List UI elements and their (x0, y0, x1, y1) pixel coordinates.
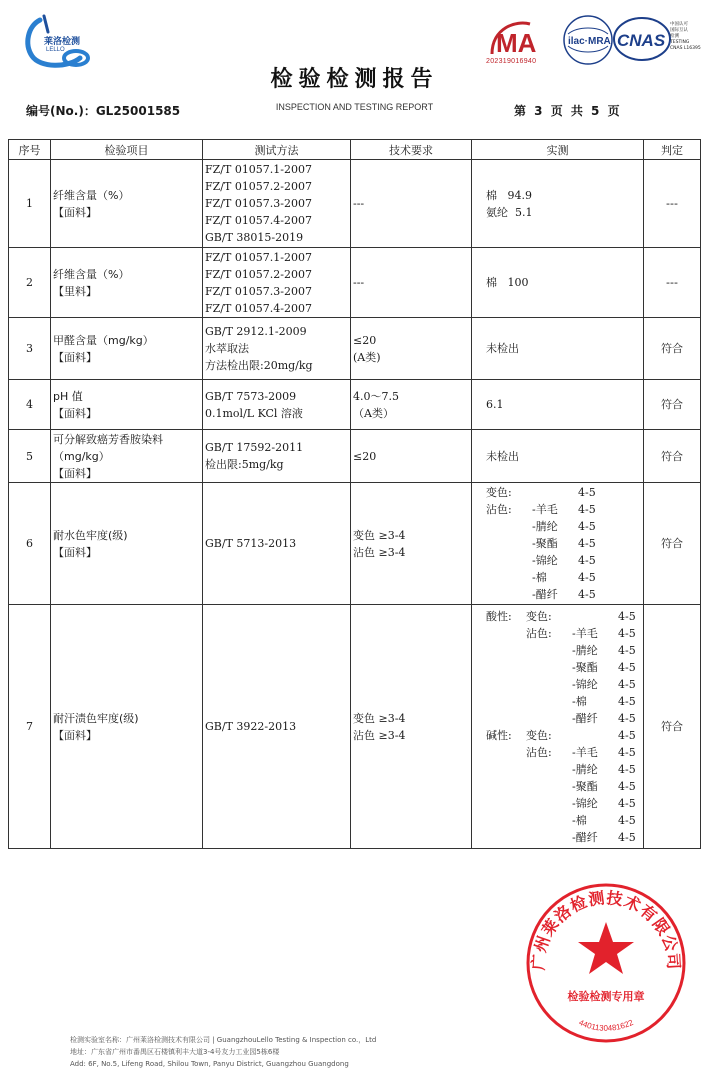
cell-verdict: 符合 (644, 430, 701, 483)
cell-line: 未检出 (486, 449, 519, 463)
cell-line: --- (353, 276, 365, 289)
cell-line: 【面料】 (53, 406, 97, 420)
result-line: -聚酯 4-5 (572, 660, 636, 674)
cell-method (203, 248, 351, 318)
cell-line: （mg/kg） (53, 449, 110, 463)
cell-line: GB/T 2912.1-2009 (205, 325, 307, 338)
cell-result (472, 318, 644, 380)
cell-line: 沾色 ≥3-4 (353, 545, 406, 559)
svg-text:MA: MA (496, 28, 537, 58)
cell-item (51, 248, 203, 318)
page-info: 第 3 页 共 5 页 (514, 104, 620, 118)
result-line: 沾色: -羊毛 4-5 (526, 745, 636, 759)
result-line: -腈纶 4-5 (572, 762, 636, 776)
cell-seq: 7 (9, 605, 51, 849)
cnas-side-text: 中国认可 国际互认 检测 TESTING CNAS L16395 (670, 22, 701, 51)
result-line: 酸性: 变色: 4-5 (486, 609, 636, 623)
result-line: 沾色: -羊毛 4-5 (526, 626, 636, 640)
cell-line: FZ/T 01057.4-2007 (205, 214, 313, 227)
table-row (9, 380, 701, 430)
cell-result (472, 160, 644, 248)
result-line: -腈纶 4-5 (572, 643, 636, 657)
cell-requirement (351, 483, 472, 605)
logo-sub: LELLO (46, 47, 65, 53)
cell-line: GB/T 38015-2019 (205, 231, 304, 244)
cell-item (51, 160, 203, 248)
cell-method (203, 430, 351, 483)
cell-line: GB/T 5713-2013 (205, 537, 297, 550)
result-line: -腈纶 4-5 (532, 520, 596, 533)
cell-line: 变色 ≥3-4 (353, 528, 406, 542)
cell-line: 沾色 ≥3-4 (353, 728, 406, 742)
cell-line: 【面料】 (53, 545, 97, 559)
cell-requirement (351, 605, 472, 849)
cell-requirement (351, 248, 472, 318)
cma-code: 202319016940 (486, 58, 537, 65)
cell-result (472, 248, 644, 318)
cell-line: 甲醛含量（mg/kg） (53, 333, 154, 347)
cell-seq: 2 (9, 248, 51, 318)
cell-verdict: --- (644, 248, 701, 318)
cell-line: 【里料】 (53, 284, 97, 298)
cell-line: FZ/T 01057.2-2007 (205, 180, 313, 193)
svg-text:ilac·MRA: ilac·MRA (568, 36, 611, 47)
cell-line: 【面料】 (53, 466, 97, 480)
table-row (9, 160, 701, 248)
report-subtitle: INSPECTION AND TESTING REPORT (275, 102, 434, 112)
cell-line: FZ/T 01057.1-2007 (205, 250, 313, 264)
cell-line: pH 值 (53, 389, 83, 403)
cell-verdict: 符合 (644, 380, 701, 430)
cell-method (203, 483, 351, 605)
table-header-row (9, 140, 701, 160)
cell-item (51, 483, 203, 605)
logo-text: 莱洛检测 (44, 37, 81, 47)
cell-line: 【面料】 (53, 350, 97, 364)
cell-verdict: --- (644, 160, 701, 248)
cell-line: 6.1 (486, 398, 504, 411)
cell-line: 氨纶 5.1 (486, 205, 533, 219)
table-row (9, 430, 701, 483)
footer-address-en: Add: 6F, No.5, Lifeng Road, Shilou Town, Panyu District, Guangzhou Guangdong (70, 1060, 349, 1068)
cell-line: 棉 100 (486, 276, 529, 289)
result-line: -聚酯 4-5 (532, 537, 596, 550)
cell-line: 未检出 (486, 342, 519, 355)
cell-line: FZ/T 01057.3-2007 (205, 284, 313, 298)
cell-requirement (351, 430, 472, 483)
cell-result (472, 380, 644, 430)
result-line: -锦纶 4-5 (572, 796, 636, 810)
col-requirement: 技术要求 (351, 140, 472, 160)
result-line: -棉 4-5 (572, 694, 636, 708)
cell-line: 可分解致癌芳香胺染料 (53, 432, 163, 446)
cell-line: 水萃取法 (205, 342, 249, 355)
cell-verdict: 符合 (644, 318, 701, 380)
cell-line: --- (353, 197, 365, 210)
cell-method (203, 318, 351, 380)
cell-line: FZ/T 01057.3-2007 (205, 197, 313, 210)
cell-verdict: 符合 (644, 605, 701, 849)
result-line: -锦纶 4-5 (532, 554, 596, 567)
cell-line: 方法检出限:20mg/kg (205, 359, 313, 372)
cell-seq: 6 (9, 483, 51, 605)
results-table (8, 139, 701, 849)
table-row (9, 605, 701, 849)
svg-text:CNAS: CNAS (617, 31, 666, 50)
cell-line: FZ/T 01057.1-2007 (205, 163, 313, 176)
cell-line: GB/T 7573-2009 (205, 389, 297, 403)
cell-line: 纤维含量（%） (53, 267, 130, 281)
col-method: 测试方法 (203, 140, 351, 160)
report-number: 编号(No.)：GL25001585 (26, 104, 181, 118)
table-row (9, 483, 701, 605)
cell-result (472, 605, 644, 849)
result-line: -锦纶 4-5 (572, 677, 636, 691)
cell-seq: 3 (9, 318, 51, 380)
cell-result (472, 430, 644, 483)
cell-line: FZ/T 01057.2-2007 (205, 267, 313, 281)
stamp-center-text: 检验检测专用章 (567, 990, 645, 1003)
footer (70, 1034, 376, 1070)
official-stamp-icon (525, 882, 687, 1044)
cell-item (51, 605, 203, 849)
cell-line: 棉 94.9 (486, 188, 532, 202)
cell-seq: 1 (9, 160, 51, 248)
cell-line: (A类) (353, 350, 381, 364)
cell-line: 耐汗渍色牢度(级) (53, 711, 139, 725)
cell-line: 检出限:5mg/kg (205, 458, 284, 471)
cell-item (51, 380, 203, 430)
result-line: 变色: 4-5 (486, 486, 596, 499)
cell-method (203, 605, 351, 849)
footer-address-cn: 地址：广东省广州市番禺区石楼镇利丰大道3-4号友力工业园5栋6楼 (70, 1048, 280, 1056)
cell-requirement (351, 318, 472, 380)
result-line: -醋纤 4-5 (572, 830, 636, 844)
cell-verdict: 符合 (644, 483, 701, 605)
cell-line: （A类） (353, 406, 394, 420)
cell-line: ≤20 (353, 333, 377, 347)
cell-line: FZ/T 01057.4-2007 (205, 301, 313, 315)
col-item: 检验项目 (51, 140, 203, 160)
cell-line: 变色 ≥3-4 (353, 711, 406, 725)
cell-line: 纤维含量（%） (53, 188, 130, 202)
cell-seq: 5 (9, 430, 51, 483)
col-result: 实测 (472, 140, 644, 160)
footer-lab-name: 检测实验室名称：广州莱洛检测技术有限公司 | GuangzhouLello Testing & Inspection co.，Ltd (70, 1036, 377, 1044)
cell-line: GB/T 3922-2013 (205, 720, 297, 733)
svg-text:4401130481622 (577, 1018, 635, 1033)
stamp-ring-text: 广州莱洛检测技术有限公司 (528, 888, 684, 971)
cell-method (203, 160, 351, 248)
table-row (9, 248, 701, 318)
cell-line: 【面料】 (53, 205, 97, 219)
result-line: -棉 4-5 (532, 571, 596, 584)
cell-line: 【面料】 (53, 728, 97, 742)
cell-requirement (351, 160, 472, 248)
result-line: 碱性: 变色: 4-5 (486, 728, 636, 742)
cell-result (472, 483, 644, 605)
cell-line: ≤20 (353, 449, 377, 463)
cell-line: GB/T 17592-2011 (205, 441, 304, 454)
col-seq: 序号 (9, 140, 51, 160)
cell-requirement (351, 380, 472, 430)
cell-line: 0.1mol/L KCl 溶液 (205, 406, 303, 420)
cell-line: 4.0～7.5 (353, 389, 399, 403)
ilac-mra-icon (562, 14, 614, 66)
cell-seq: 4 (9, 380, 51, 430)
table-row (9, 318, 701, 380)
result-line: -醋纤 4-5 (572, 711, 636, 725)
cell-item (51, 430, 203, 483)
cnas-mark-icon (612, 16, 672, 62)
col-verdict: 判定 (644, 140, 701, 160)
result-line: -醋纤 4-5 (532, 588, 596, 601)
stamp-number: 4401130481622 (577, 1017, 635, 1033)
cell-line: 耐水色牢度(级) (53, 528, 128, 542)
report-title: 检验检测报告 (270, 67, 439, 92)
result-line: -棉 4-5 (572, 813, 636, 827)
cell-item (51, 318, 203, 380)
result-line: -聚酯 4-5 (572, 779, 636, 793)
result-line: 沾色: -羊毛 4-5 (486, 503, 596, 516)
cell-method (203, 380, 351, 430)
